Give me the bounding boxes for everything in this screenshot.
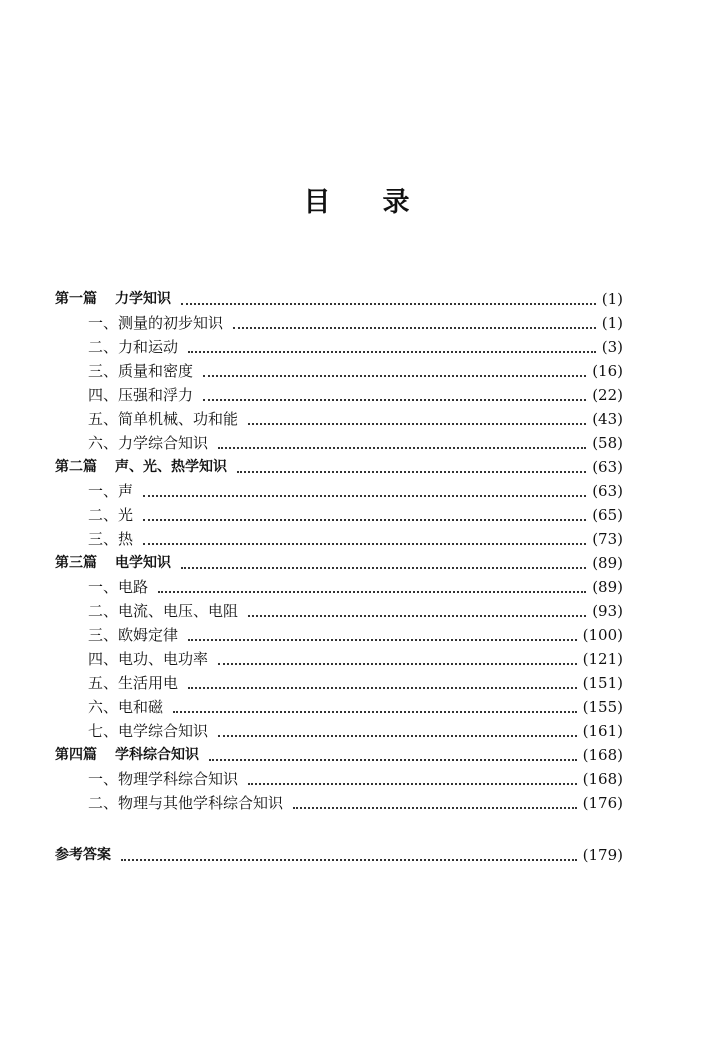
dot-leader [181,565,586,569]
toc-entry-label: 一、物理学科综合知识 [88,770,239,788]
toc-part-number: 第四篇 [55,747,97,763]
toc-entry-label: 四、压强和浮力 [88,386,194,404]
toc-answers-entry[interactable] [55,841,623,865]
title-char-1: 目 [303,187,331,218]
toc-page-number: (89) [592,578,623,596]
toc-part-entry[interactable] [55,549,623,573]
toc-entry-label [55,289,171,309]
toc-chapter-entry[interactable] [88,381,623,405]
toc-page-number: (100) [582,626,623,644]
toc-page-number: (89) [592,554,623,572]
toc-page-number: (93) [592,602,623,620]
toc-chapter-entry[interactable] [88,621,623,645]
toc-chapter-entry[interactable] [88,525,623,549]
toc-part-entry[interactable] [55,453,623,477]
toc-page-number: (168) [582,770,623,788]
dot-leader [181,301,596,305]
toc-page-number: (43) [592,410,623,428]
dot-leader [188,349,596,353]
toc-entry-label: 五、生活用电 [88,674,179,692]
toc-entry-label: 四、电功、电功率 [88,650,209,668]
toc-entry-label: 一、声 [88,482,134,500]
dot-leader [158,589,586,593]
dot-leader [218,733,577,737]
toc-entry-label: 一、电路 [88,578,149,596]
page-title [0,180,713,219]
answers-page-number: (179) [582,846,623,864]
toc-part-number: 第二篇 [55,459,97,475]
toc-page-number: (73) [592,530,623,548]
toc-part-title: 力学知识 [115,291,171,307]
dot-leader [143,517,586,521]
toc-page-number: (3) [601,338,623,356]
dot-leader [293,805,577,809]
toc-chapter-entry[interactable] [88,645,623,669]
toc-page-number: (63) [592,458,623,476]
answers-label: 参考答案 [55,847,111,863]
toc-part-number: 第一篇 [55,291,97,307]
toc-chapter-entry[interactable] [88,573,623,597]
toc-page-number: (22) [592,386,623,404]
dot-leader [218,445,586,449]
dot-leader [188,685,577,689]
toc-entry-label: 七、电学综合知识 [88,722,209,740]
toc-part-entry[interactable] [55,285,623,309]
toc-page-number: (121) [582,650,623,668]
toc-entry-label: 三、热 [88,530,134,548]
toc-chapter-entry[interactable] [88,405,623,429]
dot-leader [218,661,577,665]
toc-page-number: (1) [601,290,623,308]
toc-chapter-entry[interactable] [88,717,623,741]
toc-entry-label: 二、光 [88,506,134,524]
toc-entry-label [55,553,171,573]
toc-chapter-entry[interactable] [88,789,623,813]
toc-part-title: 电学知识 [115,555,171,571]
toc-entry-label [55,457,227,477]
toc-chapter-entry[interactable] [88,309,623,333]
dot-leader [209,757,577,761]
toc-page-number: (155) [582,698,623,716]
toc-page-number: (161) [582,722,623,740]
toc-part-entry[interactable] [55,741,623,765]
dot-leader [173,709,577,713]
toc-chapter-entry[interactable] [88,693,623,717]
toc-page-number: (65) [592,506,623,524]
toc-entry-label: 三、质量和密度 [88,362,194,380]
dot-leader [188,637,577,641]
toc-chapter-entry[interactable] [88,501,623,525]
toc-page-number: (16) [592,362,623,380]
toc-part-number: 第三篇 [55,555,97,571]
toc-entry-label: 二、电流、电压、电阻 [88,602,239,620]
dot-leader [237,469,586,473]
toc-part-title: 声、光、热学知识 [115,459,227,475]
toc-entry-label: 一、测量的初步知识 [88,314,224,332]
dot-leader [143,541,586,545]
toc-page-number: (168) [582,746,623,764]
toc-chapter-entry[interactable] [88,357,623,381]
title-char-2: 录 [382,187,410,218]
dot-leader [121,857,577,861]
toc-chapter-entry[interactable] [88,429,623,453]
dot-leader [248,781,577,785]
toc-chapter-entry[interactable] [88,333,623,357]
toc-entry-label: 二、物理与其他学科综合知识 [88,794,284,812]
toc-entry-label: 六、电和磁 [88,698,164,716]
toc-entry-label: 二、力和运动 [88,338,179,356]
toc-entry-label: 六、力学综合知识 [88,434,209,452]
toc-entry-label: 五、简单机械、功和能 [88,410,239,428]
toc-entry-label: 三、欧姆定律 [88,626,179,644]
toc-chapter-entry[interactable] [88,597,623,621]
dot-leader [203,373,586,377]
toc-page-number: (58) [592,434,623,452]
toc-part-title: 学科综合知识 [115,747,199,763]
toc-chapter-entry[interactable] [88,477,623,501]
toc-page-number: (1) [601,314,623,332]
toc-entry-label [55,745,199,765]
dot-leader [143,493,586,497]
toc-page-number: (63) [592,482,623,500]
dot-leader [248,421,586,425]
toc-chapter-entry[interactable] [88,765,623,789]
toc-page-number: (176) [582,794,623,812]
toc-page-number: (151) [582,674,623,692]
toc-chapter-entry[interactable] [88,669,623,693]
dot-leader [248,613,586,617]
dot-leader [203,397,586,401]
dot-leader [233,325,596,329]
